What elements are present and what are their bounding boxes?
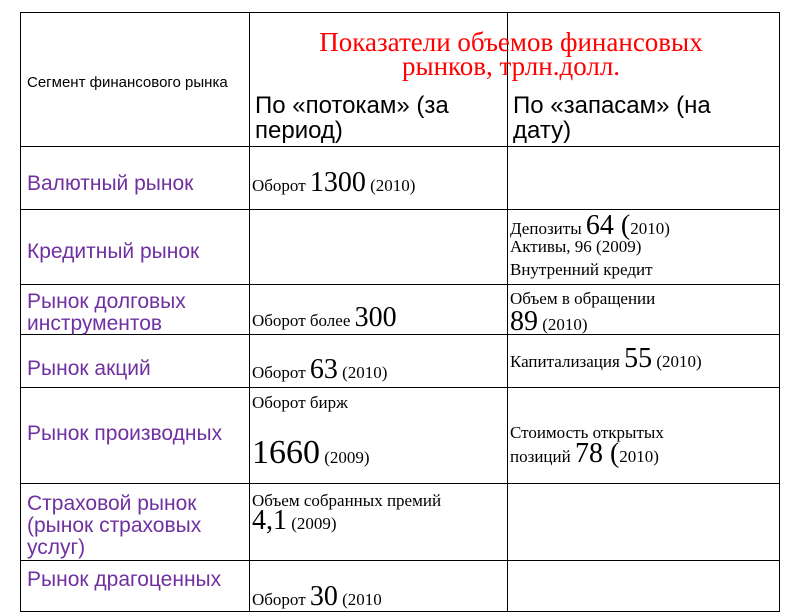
segment-precious: Рынок драгоценных: [27, 568, 222, 591]
column-divider: [507, 13, 508, 611]
segment-currency: Валютный рынок: [27, 172, 194, 195]
flows-currency: [252, 167, 504, 198]
stocks-derivatives: Стоимость открытых позиций 78 (2010): [510, 423, 664, 469]
flows-equity: Оборот 63 (2010): [252, 354, 388, 385]
flows-year: (2010): [365, 176, 416, 195]
flows-derivatives: Оборот бирж 1660 (2009): [252, 393, 370, 471]
row-divider: [21, 284, 779, 285]
stocks-credit-line1: Депозиты 64 (2010): [510, 210, 670, 241]
header-segment: Сегмент финансового рынка: [27, 74, 228, 91]
segment-debt: Рынок долговых инструментов: [27, 290, 186, 335]
column-divider: [249, 13, 250, 611]
stocks-credit: [510, 210, 778, 280]
row-divider: [21, 209, 779, 210]
row-divider: [21, 146, 779, 147]
segment-insurance: Страховой рынок (рынок страховых услуг): [27, 492, 202, 559]
stocks-equity: Капитализация 55 (2010): [510, 343, 702, 374]
stocks-debt: Объем в обращении 89 (2010): [510, 289, 656, 337]
header-stocks: По «запасам» (на дату): [513, 92, 711, 144]
financial-markets-table: [20, 12, 780, 612]
header-flows: По «потокам» (за период): [255, 92, 449, 144]
flows-insurance: Объем собранных премий 4,1 (2009): [252, 491, 442, 536]
segment-credit: Кредитный рынок: [27, 240, 200, 263]
stocks-credit-line2: Активы, 96 (2009): [510, 237, 642, 256]
row-divider: [21, 483, 779, 484]
flows-precious: Оборот 30 (2010: [252, 581, 382, 612]
flows-label: Оборот: [252, 176, 310, 195]
flows-debt: Оборот более 300: [252, 302, 397, 333]
segment-equity: Рынок акций: [27, 357, 151, 380]
flows-value: 1300: [309, 167, 366, 198]
stocks-credit-line3: Внутренний кредит: [510, 260, 653, 279]
segment-derivatives: Рынок производных: [27, 422, 223, 445]
row-divider: [21, 387, 779, 388]
table-title: Показатели объемов финансовых рынков, трлн.долл.: [319, 27, 703, 81]
row-divider: [21, 560, 779, 561]
